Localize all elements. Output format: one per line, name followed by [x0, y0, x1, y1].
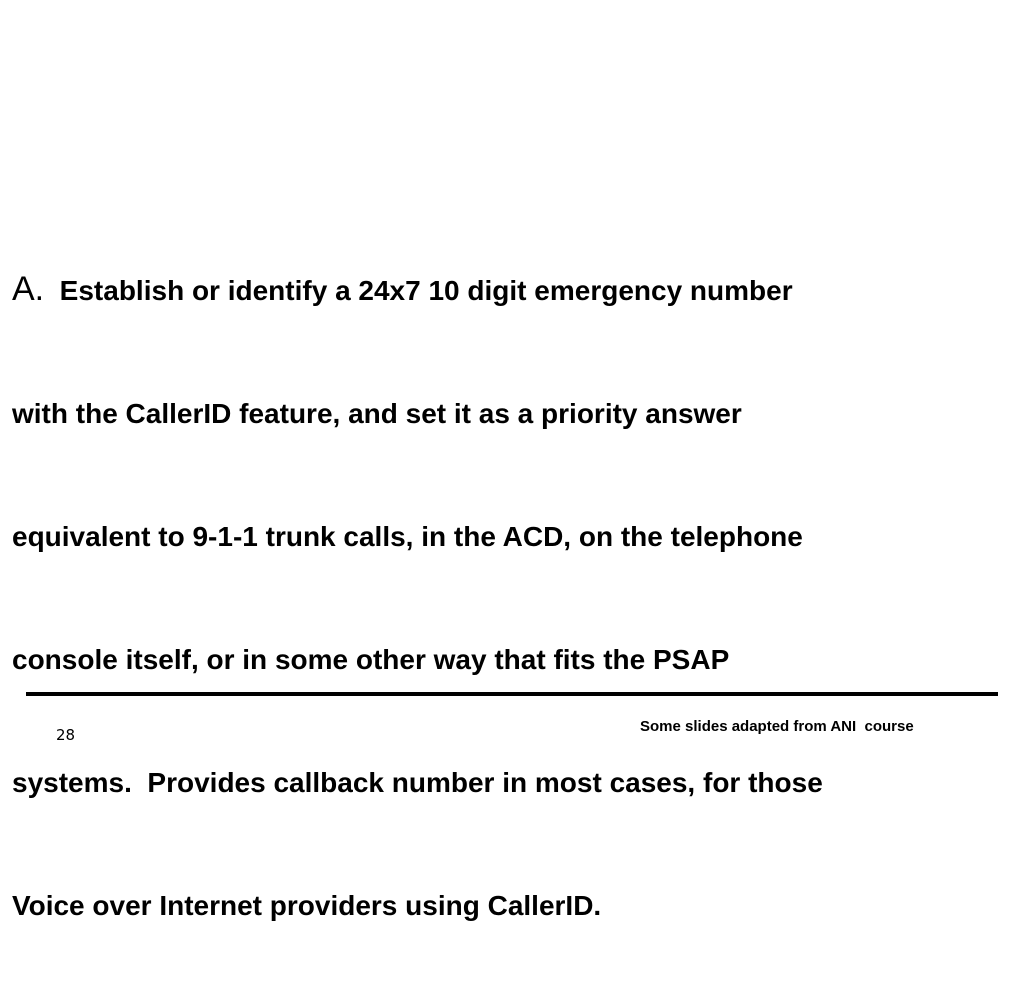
- body-line-6: Voice over Internet providers using CallerID.: [12, 890, 602, 921]
- body-line-1-text: Establish or identify a 24x7 10 digit emergency number: [44, 275, 793, 306]
- slide-body-text: [12, 187, 1012, 1008]
- footer-divider: [26, 692, 998, 696]
- body-line-4: console itself, or in some other way that fits the PSAP: [12, 644, 730, 675]
- body-line-5: systems. Provides callback number in most cases, for those: [12, 767, 823, 798]
- list-marker: A.: [12, 270, 45, 308]
- body-line-3: equivalent to 9-1-1 trunk calls, in the ACD, on the telephone: [12, 521, 803, 552]
- page-number: 28: [56, 726, 76, 744]
- footer-credit: Some slides adapted from ANI course: [640, 718, 914, 735]
- body-line-1: [12, 269, 1012, 311]
- body-line-2: with the CallerID feature, and set it as a priority answer: [12, 398, 742, 429]
